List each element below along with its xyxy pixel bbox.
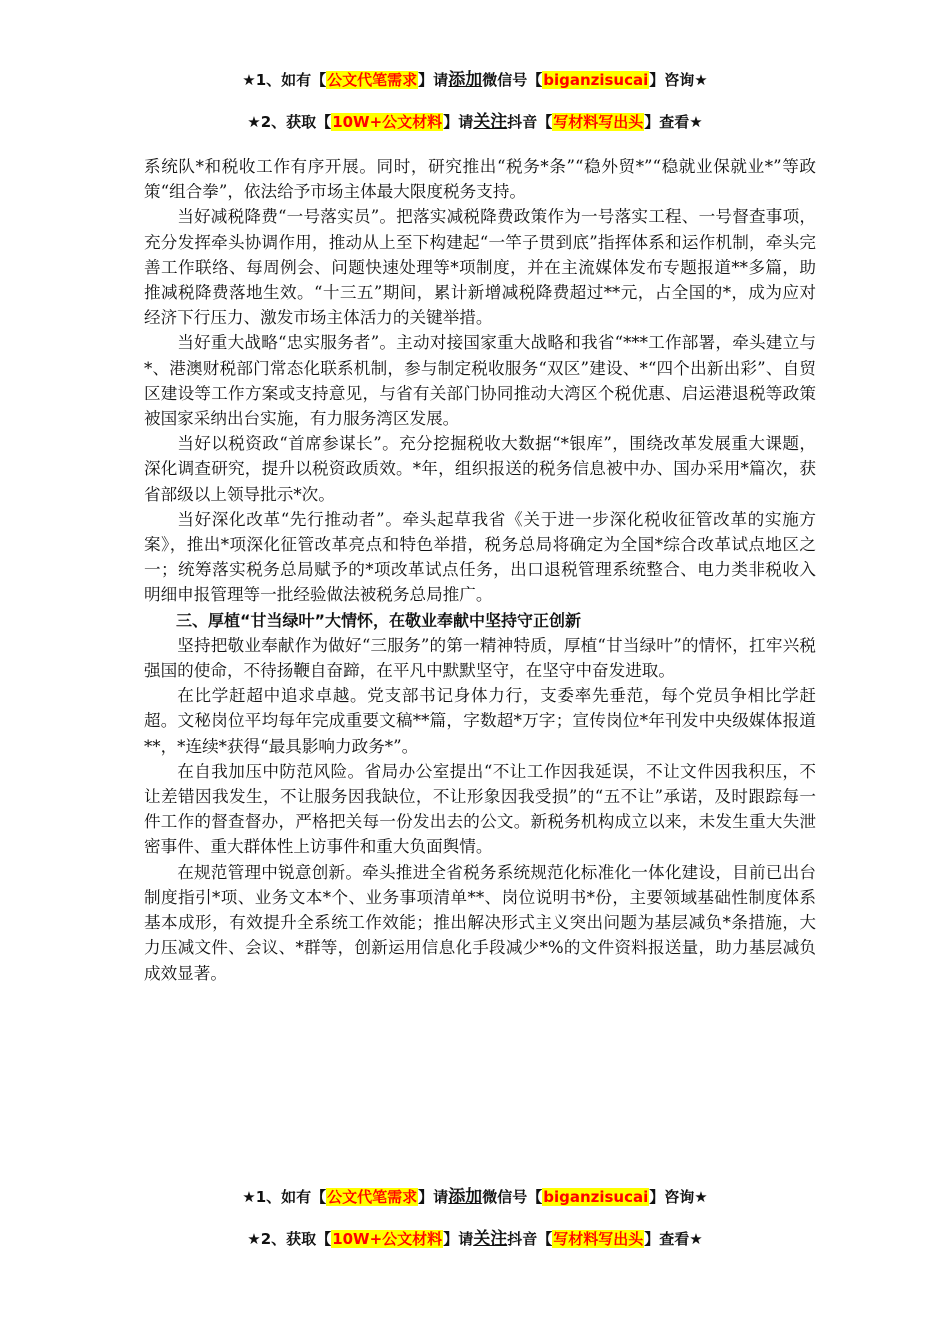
body-paragraph: 当好深化改革“先行推动者”。牵头起草我省《关于进一步深化税收征管改革的实施方案》，推出*项深化征管改革亮点和特色举措，税务总局将确定为全国*综合改革试点地区之一；统筹落实税务总局赋予的*项改革试点任务，出口退税管理系统整合、电力类非税收入明细申报管理等一批经验做法被税务总局推广。 [144, 509, 816, 605]
banner-text: ★2、获取【 [247, 1230, 332, 1248]
banner-highlight: 公文代笔需求 [327, 71, 418, 89]
banner-text: 抖音【 [507, 1230, 553, 1248]
body-paragraph: 在自我加压中防范风险。省局办公室提出“不让工作因我延误，不让文件因我积压，不让差错因我发生，不让服务因我缺位，不让形象因我受损”的“五不让”承诺，及时跟踪每一件工作的督查督办，严格把关每一份发出去的公文。新税务机构成立以来，未发生重大失泄密事件、重大群体性上访事件和重大负面舆情。 [144, 761, 816, 857]
body-paragraph: 在比学赶超中追求卓越。党支部书记身体力行，支委率先垂范，每个党员争相比学赶超。文秘岗位平均每年完成重要文稿**篇，字数超*万字；宣传岗位*年刊发中央级媒体报道**，*连续*获得“最具影响力政务*”。 [144, 686, 816, 756]
banner-highlight: 10W+公文材料 [332, 1230, 443, 1248]
banner-text: ★1、如有【 [242, 71, 327, 89]
body-paragraph: 当好以税资政“首席参谋长”。充分挖掘税收大数据“*银库”，围绕改革发展重大课题，深化调查研究，提升以税资政质效。*年，组织报送的税务信息被中办、国办采用*篇次，获省部级以上领导批示*次。 [144, 434, 816, 504]
document-body [144, 154, 816, 986]
body-paragraph: 坚持把敬业奉献作为做好“三服务”的第一精神特质，厚植“甘当绿叶”的情怀，扛牢兴税强国的使命，不待扬鞭自奋蹄，在平凡中默默坚守，在坚守中奋发进取。 [144, 635, 816, 681]
body-paragraph: 当好减税降费“一号落实员”。把落实减税降费政策作为一号落实工程、一号督查事项，充分发挥牵头协调作用，推动从上至下构建起“一竿子贯到底”指挥体系和运作机制，牵头完善工作联络、每周例会、问题快速处理等*项制度，并在主流媒体发布专题报道**多篇，助推减税降费落地生效。“十三五”期间，累计新增减税降费超过**元，占全国的*，成为应对经济下行压力、激发市场主体活力的关键举措。 [144, 207, 816, 328]
banner-text: 微信号【 [482, 71, 543, 89]
banner-underlined: 关注 [473, 112, 508, 132]
header-banner-line-1 [0, 70, 950, 90]
banner-highlight: 写材料写出头 [553, 113, 644, 131]
banner-highlight: biganzisucai [543, 71, 649, 89]
banner-underlined: 添加 [448, 1187, 483, 1207]
footer-banner-line-1 [0, 1187, 950, 1207]
banner-underlined: 关注 [473, 1229, 508, 1249]
banner-text: 】请 [443, 1230, 474, 1248]
body-paragraph: 当好重大战略“忠实服务者”。主动对接国家重大战略和我省“***工作部署，牵头建立与*、港澳财税部门常态化联系机制，参与制定税收服务“双区”建设、*“四个出新出彩”、自贸区建设等工作方案或支持意见，与省有关部门协同推动大湾区个税优惠、启运港退税等政策被国家采纳出台实施，有力服务湾区发展。 [144, 333, 816, 429]
banner-text: 】请 [418, 71, 449, 89]
body-paragraph: 系统队*和税收工作有序开展。同时，研究推出“税务*条”“稳外贸*”“稳就业保就业*”等政策“组合拳”，依法给予市场主体最大限度税务支持。 [144, 157, 816, 202]
footer-banner-line-2 [0, 1229, 950, 1249]
banner-text: 】查看★ [644, 1230, 703, 1248]
banner-text: 】咨询★ [649, 1188, 708, 1206]
banner-highlight: 公文代笔需求 [327, 1188, 418, 1206]
banner-text: 抖音【 [507, 113, 553, 131]
banner-text: ★1、如有【 [242, 1188, 327, 1206]
section-heading: 三、厚植“甘当绿叶”大情怀，在敬业奉献中坚持守正创新 [176, 610, 582, 630]
banner-underlined: 添加 [448, 70, 483, 90]
banner-highlight: biganzisucai [543, 1188, 649, 1206]
banner-text: 】请 [443, 113, 474, 131]
banner-text: 微信号【 [482, 1188, 543, 1206]
header-banner-line-2 [0, 112, 950, 132]
banner-text: 】咨询★ [649, 71, 708, 89]
banner-text: 】查看★ [644, 113, 703, 131]
body-paragraph: 在规范管理中锐意创新。牵头推进全省税务系统规范化标准化一体化建设，目前已出台制度指引*项、业务文本*个、业务事项清单**、岗位说明书*份，主要领域基础性制度体系基本成形，有效提升全系统工作效能；推出解决形式主义突出问题为基层减负*条措施，大力压减文件、会议、*群等，创新运用信息化手段减少*%的文件资料报送量，助力基层减负成效显著。 [144, 862, 816, 983]
banner-text: 】请 [418, 1188, 449, 1206]
banner-text: ★2、获取【 [247, 113, 332, 131]
banner-highlight: 写材料写出头 [553, 1230, 644, 1248]
banner-highlight: 10W+公文材料 [332, 113, 443, 131]
